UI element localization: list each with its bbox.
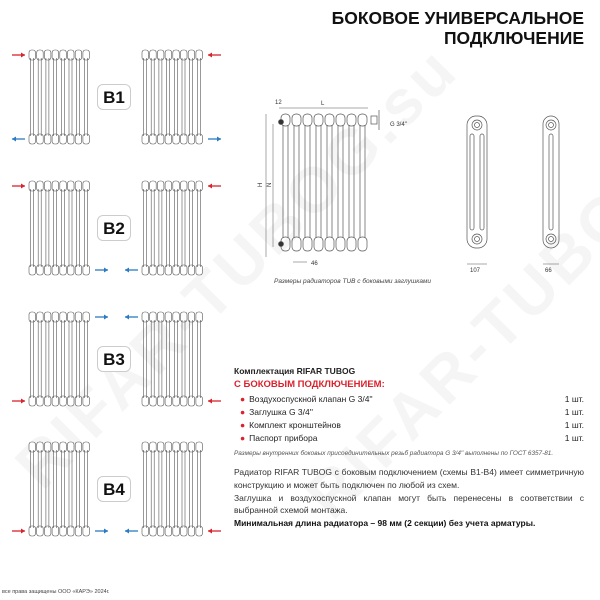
kit-title: Комплектация RIFAR TUBOG (234, 366, 356, 376)
supply-arrow-icon (208, 184, 221, 189)
supply-arrow-icon (12, 399, 25, 404)
return-arrow-icon (95, 315, 108, 320)
title-line-1: БОКОВОЕ УНИВЕРСАЛЬНОЕ (331, 8, 584, 28)
kit-item (234, 419, 584, 432)
dim-66: 66 (545, 268, 552, 274)
kit-section (234, 366, 584, 457)
scheme-label: B2 (97, 215, 131, 241)
title-line-2: ПОДКЛЮЧЕНИЕ (443, 28, 584, 48)
supply-arrow-icon (12, 184, 25, 189)
thread-label: G 3/4'' (390, 122, 407, 128)
radiator-icon (142, 181, 202, 275)
radiator-icon (29, 50, 89, 144)
return-arrow-icon (12, 137, 25, 142)
kit-item-name: Комплект кронштейнов (249, 420, 341, 430)
side-view-66 (543, 116, 559, 264)
supply-arrow-icon (208, 399, 221, 404)
copyright-footer: все права защищены ООО «КАРЭ» 2024г. (2, 589, 110, 595)
radiator-icon (142, 442, 202, 536)
bullet-icon: ● (240, 420, 246, 430)
kit-subtitle: С БОКОВЫМ ПОДКЛЮЧЕНИЕМ: (234, 379, 385, 390)
scheme-label: B1 (97, 84, 131, 110)
return-arrow-icon (125, 268, 138, 273)
dim-12: 12 (275, 100, 282, 106)
kit-item-name: Паспорт прибора (249, 433, 318, 443)
connection-scheme-b2 (0, 179, 240, 289)
return-arrow-icon (208, 137, 221, 142)
radiator-icon (142, 50, 202, 144)
kit-item-qty: 1 шт. (564, 433, 584, 443)
description-p1: Радиатор RIFAR TUBOG с боковым подключением (схемы B1-B4) имеет симметричную конструкцию и может быть подключен по любой из схем. (234, 467, 584, 490)
radiator-icon (29, 312, 89, 406)
dim-h: H (258, 182, 264, 187)
kit-item (234, 432, 584, 445)
return-arrow-icon (95, 268, 108, 273)
bullet-icon: ● (240, 394, 246, 404)
kit-item-qty: 1 шт. (564, 394, 584, 404)
supply-arrow-icon (12, 53, 25, 58)
page-title (332, 8, 584, 48)
scheme-label: B3 (97, 346, 131, 372)
dim-107: 107 (470, 268, 481, 274)
connection-scheme-b4 (0, 440, 240, 550)
dim-46: 46 (311, 261, 318, 267)
radiator-icon (29, 181, 89, 275)
return-arrow-icon (125, 315, 138, 320)
return-arrow-icon (95, 529, 108, 534)
front-view (279, 110, 380, 251)
kit-item-name: Заглушка G 3/4'' (249, 407, 313, 417)
kit-item-qty: 1 шт. (564, 407, 584, 417)
return-arrow-icon (125, 529, 138, 534)
kit-item (234, 406, 584, 419)
supply-arrow-icon (208, 53, 221, 58)
radiator-icon (142, 312, 202, 406)
bullet-icon: ● (240, 407, 246, 417)
dim-n: N (267, 182, 273, 187)
description-p2: Заглушка и воздухоспускной клапан могут быть перенесены в соответствии с выбранной схемой монтажа. (234, 492, 584, 516)
connection-scheme-b3 (0, 310, 240, 420)
technical-drawing (255, 92, 585, 277)
scheme-label: B4 (97, 476, 131, 502)
dim-l: L (321, 101, 325, 107)
drawing-caption: Размеры радиаторов TUB с боковыми заглушками (274, 278, 432, 285)
side-view-107 (467, 116, 487, 264)
kit-item-qty: 1 шт. (564, 420, 584, 430)
description (234, 466, 584, 530)
kit-note: Размеры внутренних боковых присоединительных резьб радиатора G 3/4'' выполнены по ГОСТ 6357-81. (234, 450, 554, 457)
supply-arrow-icon (12, 529, 25, 534)
bullet-icon: ● (240, 433, 246, 443)
kit-item-name: Воздухоспускной клапан G 3/4'' (249, 394, 373, 404)
description-p3: Минимальная длина радиатора – 98 мм (2 секции) без учета арматуры. (234, 518, 536, 529)
kit-item (234, 393, 584, 406)
supply-arrow-icon (208, 529, 221, 534)
radiator-icon (29, 442, 89, 536)
connection-scheme-b1 (0, 48, 240, 158)
